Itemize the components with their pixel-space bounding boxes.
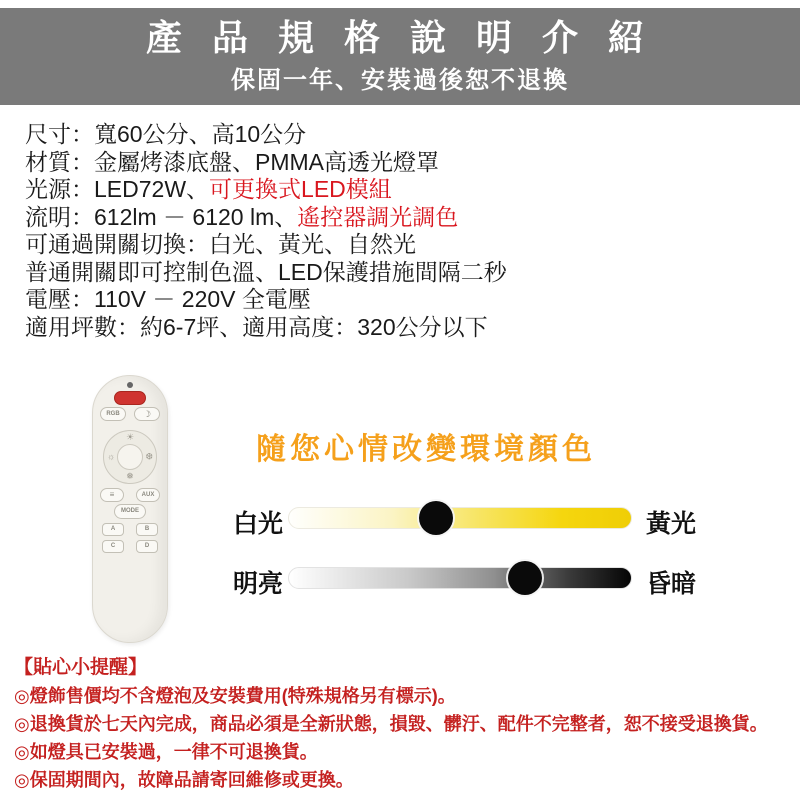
mode-button: MODE (114, 504, 146, 519)
note-item: ◎燈飾售價均不含燈泡及安裝費用(特殊規格另有標示)。 (14, 686, 456, 706)
spec-line-coverage (25, 314, 785, 342)
power-button (114, 391, 146, 405)
spec-text: 普通開關即可控制色溫、LED保護措施間隔二秒 (25, 258, 507, 285)
sun-icon: ☀ (125, 432, 135, 442)
slider-knob (508, 561, 542, 595)
button-b: B (136, 523, 158, 536)
dim-label: 昏暗 (646, 570, 697, 598)
snowflake-icon: ❆ (145, 451, 153, 462)
remote-control-image (92, 375, 168, 643)
page-title: 產 品 規 格 說 明 介 紹 (145, 16, 654, 58)
spec-line-material (25, 149, 785, 177)
spec-text: 流明：612lm － 6120 lm、 (25, 203, 298, 230)
spec-text: 材質：金屬烤漆底盤、PMMA高透光燈罩 (25, 148, 439, 175)
spec-line-dimensions (25, 121, 785, 149)
menu-icon: ≡ (100, 488, 124, 502)
button-a: A (102, 523, 124, 536)
slider-knob (419, 501, 453, 535)
spec-text: 電壓：110V － 220V 全電壓 (25, 286, 311, 312)
spec-highlight: 可更換式LED模組 (209, 176, 392, 202)
spec-text: 可通過開關切換：白光、黃光、自然光 (25, 231, 416, 257)
note-item: ◎保固期間內，故障品請寄回維修或更換。 (14, 770, 354, 790)
aux-button: AUX (136, 488, 160, 502)
yellow-light-label: 黃光 (646, 510, 697, 538)
spec-line-switch-modes (25, 231, 785, 259)
brightness-slider (288, 567, 632, 589)
spec-list (25, 121, 785, 341)
spec-highlight: 遙控器調光調色 (297, 203, 459, 230)
dial-pad (103, 430, 157, 484)
snowflake-icon: ❅ (126, 471, 134, 481)
spec-text: 光源：LED72W、 (25, 176, 210, 202)
spec-line-voltage (25, 286, 785, 314)
dial-center-button (117, 444, 143, 470)
sun-icon: ☼ (107, 451, 116, 462)
rgb-button: RGB (100, 407, 126, 421)
ir-led-dot (127, 382, 133, 388)
spec-line-color-temp (25, 259, 785, 287)
spec-line-light-source (25, 176, 785, 204)
crescent-icon: ☽ (134, 407, 160, 421)
color-temp-slider (288, 507, 632, 529)
white-light-label: 白光 (233, 510, 284, 538)
mood-title: 隨您心情改變環境顏色 (256, 433, 596, 466)
notes-title: 【貼心小提醒】 (14, 657, 148, 678)
note-item: ◎退換貨於七天內完成，商品必須是全新狀態，損毀、髒汙、配件不完整者，恕不接受退換貨。 (14, 714, 768, 734)
warranty-subtitle: 保固一年、安裝過後恕不退換 (231, 67, 569, 95)
spec-line-lumen (25, 204, 785, 232)
bright-label: 明亮 (233, 570, 284, 598)
button-c: C (102, 540, 124, 553)
spec-text: 適用坪數：約6-7坪、適用高度：320公分以下 (25, 313, 488, 340)
reminder-notes (14, 654, 800, 794)
button-d: D (136, 540, 158, 553)
note-item: ◎如燈具已安裝過，一律不可退換貨。 (14, 742, 318, 762)
header-band (0, 8, 800, 105)
spec-text: 尺寸：寬60公分、高10公分 (25, 121, 307, 147)
